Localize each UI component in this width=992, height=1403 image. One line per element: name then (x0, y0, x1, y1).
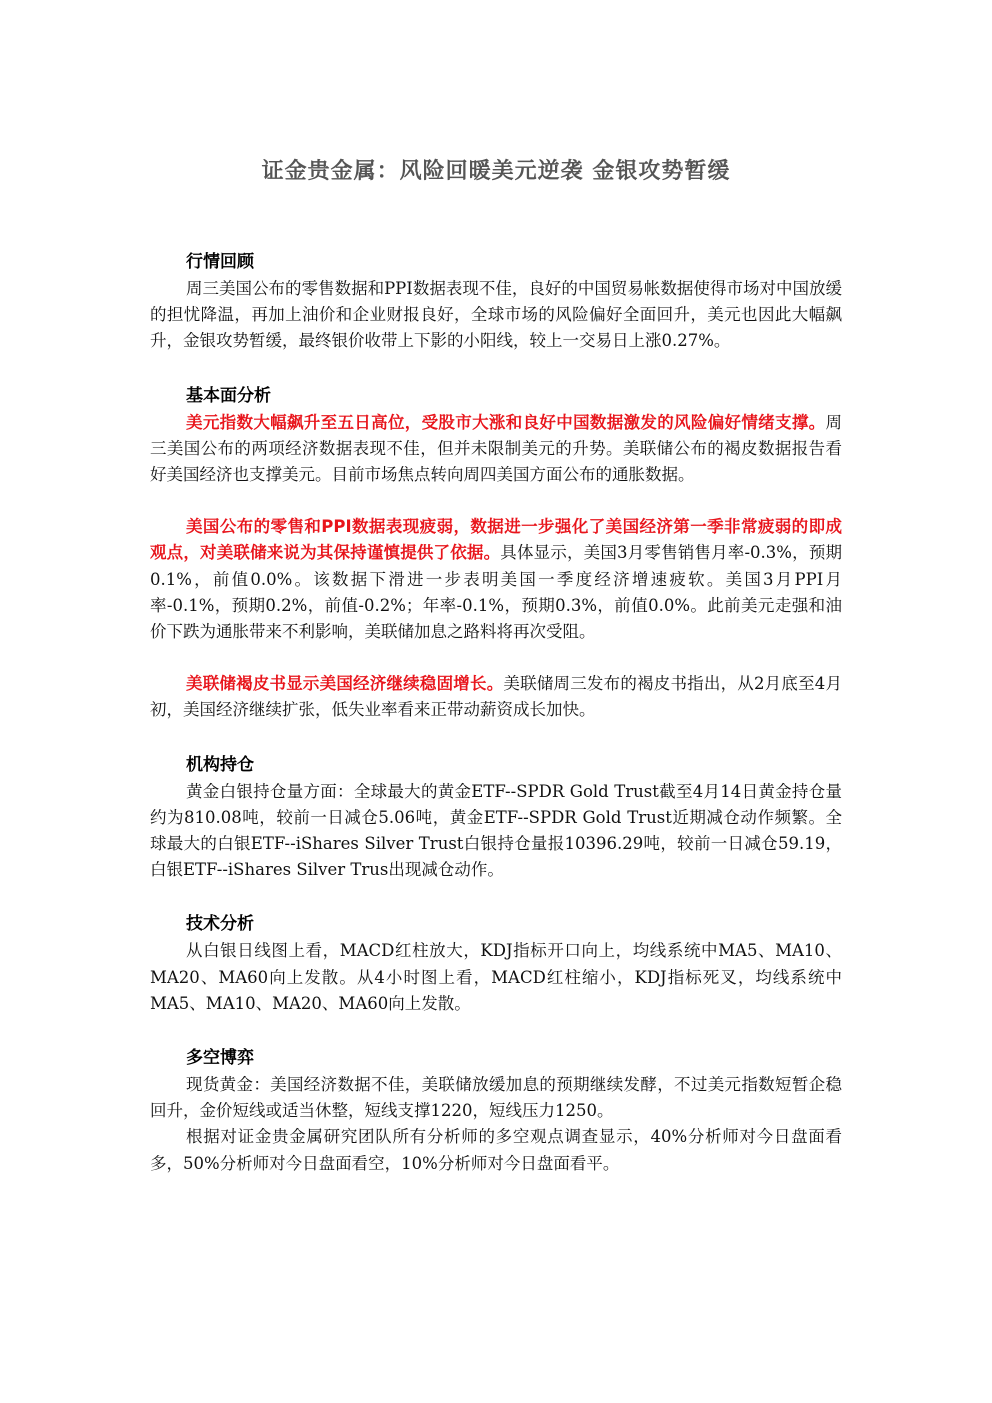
body-text: 周三美国公布的两项经济数据表现不佳，但并未限制美元的升势。美联储公布的褐皮数据报告看好美国经济也支撑美元。目前市场焦点转向周四美国方面公布的通胀数据。 (150, 412, 842, 485)
document-body (150, 248, 842, 1177)
section-market-review (150, 248, 842, 355)
paragraph: 黄金白银持仓量方面：全球最大的黄金ETF--SPDR Gold Trust截至4月14日黄金持仓量约为810.08吨，较前一日减仓5.06吨，黄金ETF--SPDR Gold Trust近期减仓动作频繁。全球最大的白银ETF--iShares Silver Trust白银持仓量报10396.29吨，较前一日减仓59.19，白银ETF--iShares Silver Trus出现减仓动作。 (150, 781, 842, 880)
paragraph: 现货黄金：美国经济数据不佳，美联储放缓加息的预期继续发酵，不过美元指数短暂企稳回升，金价短线或适当休整，短线支撑1220，短线压力1250。 (150, 1075, 842, 1121)
section-heading: 机构持仓 (186, 754, 254, 775)
paragraph: 根据对证金贵金属研究团队所有分析师的多空观点调查显示，40%分析师对今日盘面看多，50%分析师对今日盘面看空，10%分析师对今日盘面看平。 (150, 1127, 842, 1173)
paragraph: 周三美国公布的零售数据和PPI数据表现不佳，良好的中国贸易帐数据使得市场对中国放缓的担忧降温，再加上油价和企业财报良好，全球市场的风险偏好全面回升，美元也因此大幅飙升，金银攻势暂缓，最终银价收带上下影的小阳线，较上一交易日上涨0.27%。 (150, 279, 842, 351)
highlight-text: 美国公布的零售和PPI数据表现疲弱，数据进一步强化了美国经济第一季非常疲弱的即成观点，对美联储来说为其保持谨慎提供了依据。 (150, 517, 842, 563)
section-long-short-game (150, 1044, 842, 1177)
highlight-text: 美元指数大幅飙升至五日高位，受股市大涨和良好中国数据激发的风险偏好情绪支撑。 (186, 412, 826, 432)
section-heading: 多空博弈 (186, 1048, 254, 1069)
body-text: 具体显示，美国3月零售销售月率-0.3%，预期0.1%，前值0.0%。该数据下滑进一步表明美国一季度经济增速疲软。美国3月PPI月率-0.1%，预期0.2%，前值-0.2%；年率-0.1%，预期0.3%，前值0.0%。此前美元走强和油价下跌为通胀带来不利影响，美联储加息之路料将再次受阻。 (150, 543, 843, 642)
section-heading: 行情回顾 (186, 252, 254, 272)
section-institutional-positions (150, 751, 842, 884)
highlight-text: 美联储褐皮书显示美国经济继续稳固增长。 (186, 674, 504, 694)
section-heading: 技术分析 (186, 914, 254, 935)
paragraph (150, 514, 842, 645)
section-fundamental-analysis (150, 382, 842, 724)
section-technical-analysis (150, 910, 842, 1017)
page-title: 证金贵金属：风险回暖美元逆袭 金银攻势暂缓 (261, 159, 731, 184)
section-heading: 基本面分析 (186, 385, 271, 406)
paragraph (150, 671, 842, 723)
paragraph (150, 410, 842, 489)
body-text: 美联储周三发布的褐皮书指出，从2月底至4月初，美国经济继续扩张，低失业率看来正带动薪资成长加快。 (150, 674, 843, 720)
paragraph: 从白银日线图上看，MACD红柱放大，KDJ指标开口向上，均线系统中MA5、MA10、MA20、MA60向上发散。从4小时图上看，MACD红柱缩小，KDJ指标死叉，均线系统中MA5、MA10、MA20、MA60向上发散。 (150, 941, 842, 1013)
